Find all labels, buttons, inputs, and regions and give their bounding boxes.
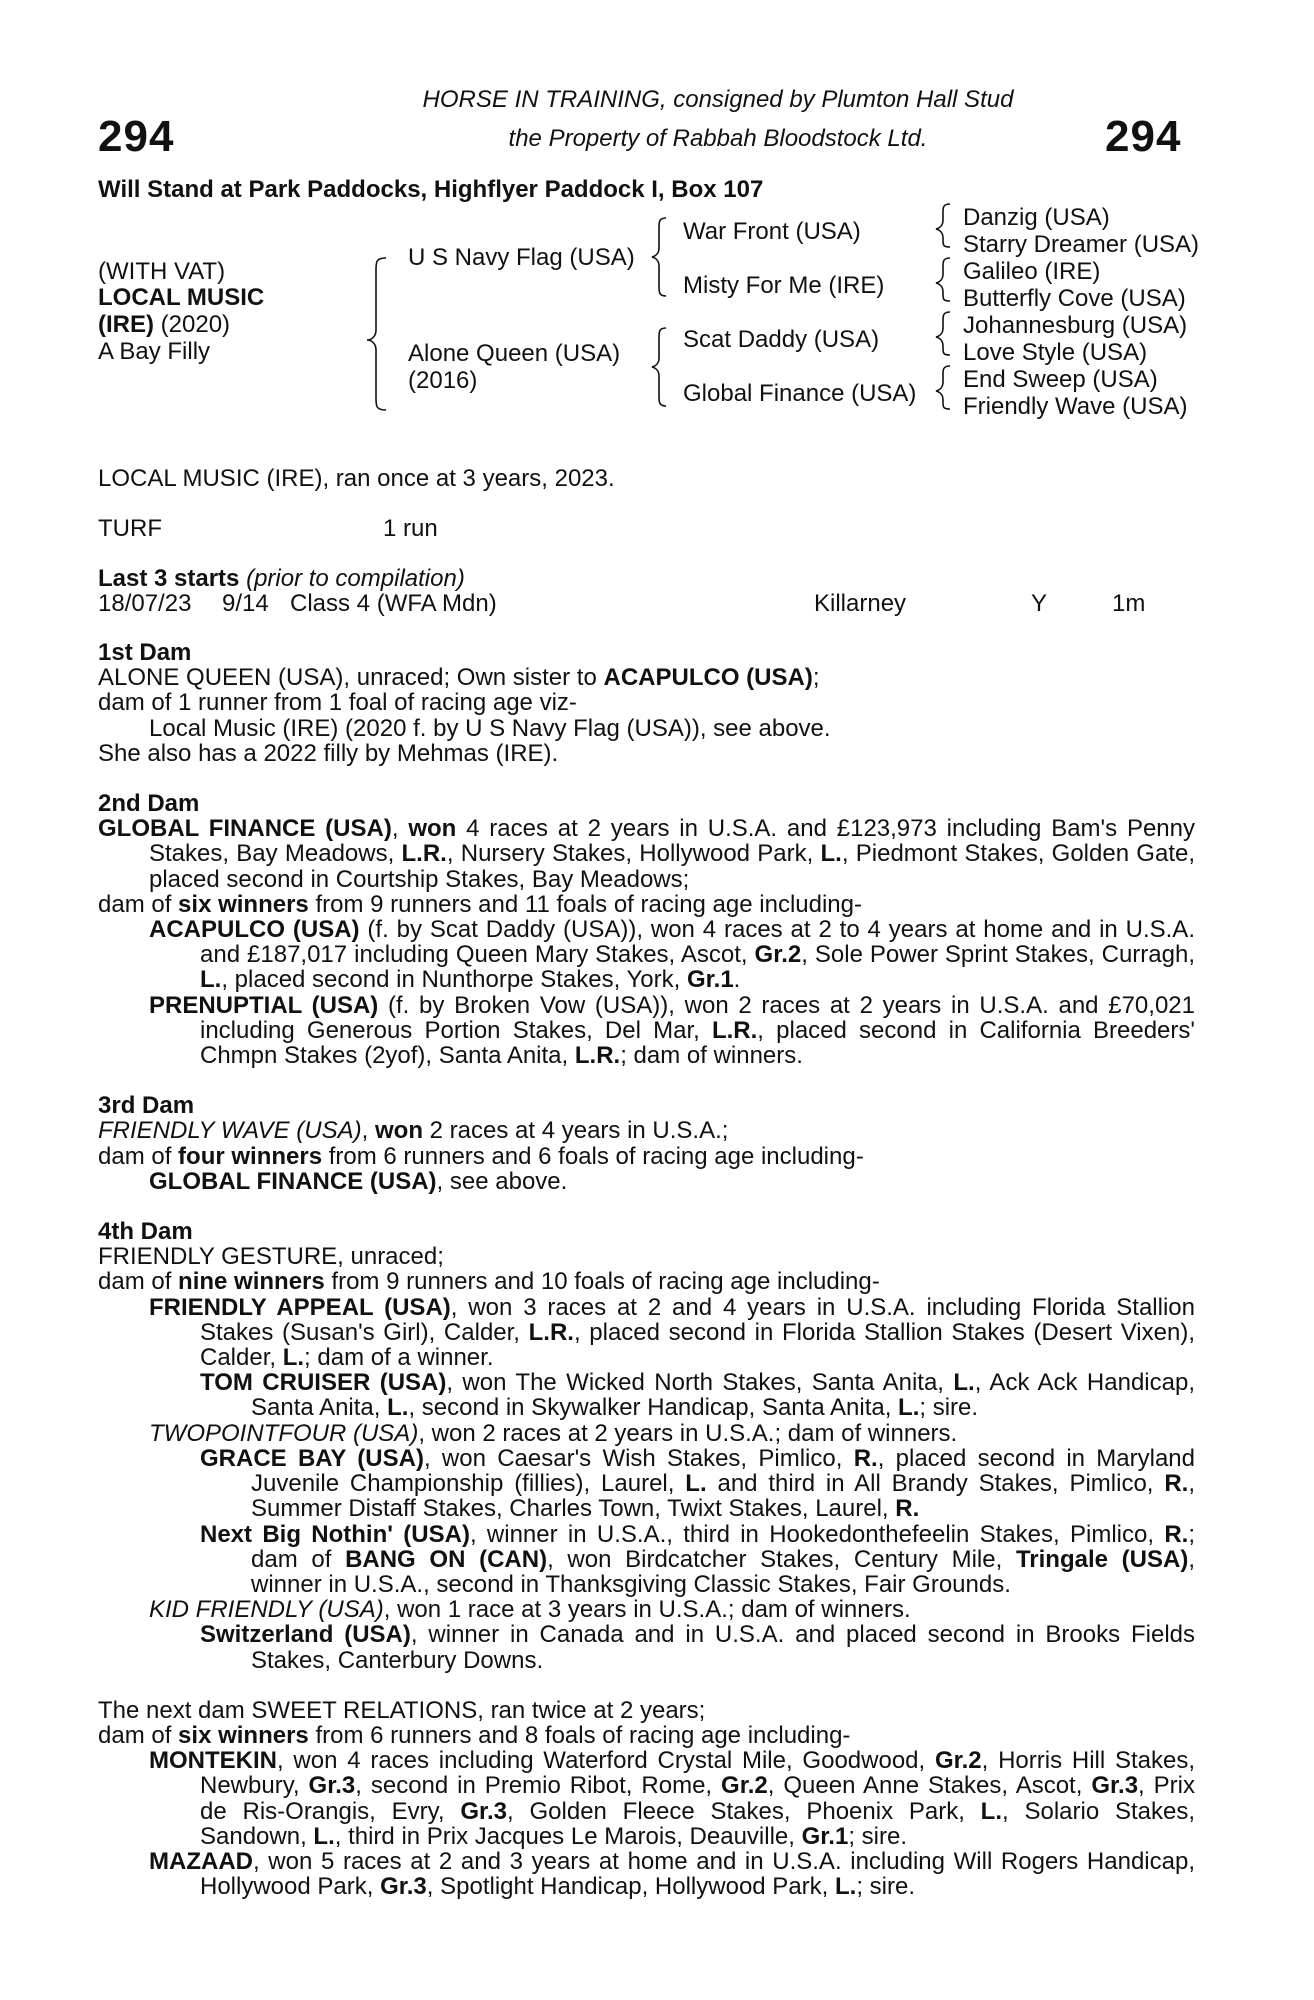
dam4-progeny-twopointfour: TWOPOINTFOUR (USA), won 2 races at 2 years in U.S.A.; dam of winners. bbox=[149, 1419, 958, 1447]
dam3-produce: dam of four winners from 6 runners and 6 foals of racing age including- bbox=[98, 1142, 864, 1170]
dam4-heading: 4th Dam bbox=[98, 1218, 193, 1246]
dam1-heading: 1st Dam bbox=[98, 639, 192, 666]
location-line: Will Stand at Park Paddocks, Highflyer Paddock I, Box 107 bbox=[98, 176, 764, 203]
dam4-progeny-switzerland: Switzerland (USA), winner in Canada and in U.S.A. and placed second in Brooks Fields Stakes, Canterbury Downs. bbox=[200, 1621, 1195, 1674]
pedigree-dam-dam: Global Finance (USA) bbox=[683, 380, 917, 407]
start-distance: 1m bbox=[1112, 590, 1146, 617]
pedigree-dss: Johannesburg (USA) bbox=[963, 312, 1188, 339]
pedigree-ssd: Starry Dreamer (USA) bbox=[963, 231, 1200, 258]
dam4-progeny-tom-cruiser: TOM CRUISER (USA), won The Wicked North Stakes, Santa Anita, L., Ack Ack Handicap, Santa Anita, L., second in Skywalker Handicap, Santa Anita, L.; sire. bbox=[200, 1369, 1195, 1422]
lot-number-right: 294 bbox=[1105, 112, 1182, 161]
dam2-progeny-acapulco: ACAPULCO (USA) (f. by Scat Daddy (USA)), won 4 races at 2 to 4 years at home and in U.S.A. and £187,017 including Queen Mary Stakes, Ascot, Gr.2, Sole Power Sprint Stakes, Curragh, L., placed second in Nunthorpe Stakes, York, Gr.1. bbox=[149, 916, 1195, 994]
surface-label: TURF bbox=[98, 515, 162, 542]
next-dam-produce: dam of six winners from 6 runners and 8 foals of racing age including- bbox=[98, 1721, 851, 1749]
horse-description: A Bay Filly bbox=[98, 338, 211, 365]
dam2-produce: dam of six winners from 9 runners and 11 foals of racing age including- bbox=[98, 890, 862, 918]
pedigree-sss: Danzig (USA) bbox=[963, 204, 1110, 231]
dam2-heading: 2nd Dam bbox=[98, 790, 200, 818]
pedigree-dam-year: (2016) bbox=[408, 367, 478, 394]
start-date: 18/07/23 bbox=[98, 590, 192, 617]
last-starts-note: (prior to compilation) bbox=[239, 565, 465, 592]
consignor-line: HORSE IN TRAINING, consigned by Plumton Hall Stud bbox=[422, 86, 1014, 113]
dam3-record: FRIENDLY WAVE (USA), won 2 races at 4 years in U.S.A.; bbox=[98, 1117, 729, 1145]
horse-year: (2020) bbox=[154, 311, 231, 338]
last-starts-title: Last 3 starts bbox=[98, 565, 240, 592]
vat-note: (WITH VAT) bbox=[98, 258, 226, 285]
dam3-progeny: GLOBAL FINANCE (USA), see above. bbox=[149, 1167, 568, 1195]
horse-name: LOCAL MUSIC bbox=[98, 284, 265, 311]
dam1-line2: dam of 1 runner from 1 foal of racing age viz- bbox=[98, 689, 577, 717]
pedigree-sire-dam: Misty For Me (IRE) bbox=[683, 272, 885, 299]
pedigree-sds: Galileo (IRE) bbox=[963, 258, 1101, 285]
pedigree-dsd: Love Style (USA) bbox=[963, 339, 1148, 366]
dam4-record: FRIENDLY GESTURE, unraced; bbox=[98, 1243, 444, 1271]
pedigree-sire: U S Navy Flag (USA) bbox=[408, 244, 635, 271]
dam3-heading: 3rd Dam bbox=[98, 1092, 195, 1120]
start-race: Class 4 (WFA Mdn) bbox=[290, 590, 497, 617]
start-place: 9/14 bbox=[222, 590, 269, 617]
start-going: Y bbox=[1031, 590, 1048, 617]
pedigree-dam: Alone Queen (USA) bbox=[408, 340, 621, 367]
dam1-line1: ALONE QUEEN (USA), unraced; Own sister to ACAPULCO (USA); bbox=[98, 664, 820, 692]
property-line: the Property of Rabbah Bloodstock Ltd. bbox=[508, 125, 928, 152]
dam4-progeny-grace-bay: GRACE BAY (USA), won Caesar's Wish Stakes, Pimlico, R., placed second in Maryland Juvenile Championship (fillies), Laurel, L. and third in All Brandy Stakes, Pimlico, R., Summer Distaff Stakes, Charles Town, Twixt Stakes, Laurel, R. bbox=[200, 1444, 1196, 1523]
next-dam-record: The next dam SWEET RELATIONS, ran twice at 2 years; bbox=[98, 1696, 706, 1724]
runs-count: 1 run bbox=[383, 515, 438, 542]
pedigree-sdd: Butterfly Cove (USA) bbox=[963, 285, 1186, 312]
last-starts-heading bbox=[98, 565, 465, 593]
dam1-progeny: Local Music (IRE) (2020 f. by U S Navy Flag (USA)), see above. bbox=[149, 714, 831, 742]
pedigree-ddd: Friendly Wave (USA) bbox=[963, 393, 1188, 420]
horse-country: (IRE) bbox=[98, 311, 154, 338]
dam2-record: GLOBAL FINANCE (USA), won 4 races at 2 years in U.S.A. and £123,973 including Bam's Penny Stakes, Bay Meadows, L.R., Nursery Stakes, Hollywood Park, L., Piedmont Stakes, Golden Gate, placed second in Courtship Stakes, Bay Meadows; bbox=[98, 815, 1196, 893]
start-course: Killarney bbox=[814, 590, 907, 617]
dam2-progeny-prenuptial: PRENUPTIAL (USA) (f. by Broken Vow (USA)), won 2 races at 2 years in U.S.A. and £70,021 including Generous Portion Stakes, Del Mar, L.R., placed second in California Breeders' Chmpn Stakes (2yof), Santa Anita, L.R.; dam of winners. bbox=[149, 991, 1195, 1070]
lot-number-left: 294 bbox=[98, 112, 175, 161]
dam4-progeny-friendly-appeal: FRIENDLY APPEAL (USA), won 3 races at 2 and 4 years in U.S.A. including Florida Stallion Stakes (Susan's Girl), Calder, L.R., placed second in Florida Stallion Stakes (Desert Vixen), Calder, L.; dam of a winner. bbox=[149, 1293, 1195, 1372]
pedigree-dds: End Sweep (USA) bbox=[963, 366, 1158, 393]
dam4-progeny-next-big-nothin: Next Big Nothin' (USA), winner in U.S.A., third in Hookedonthefeelin Stakes, Pimlico, R.; dam of BANG ON (CAN), won Birdcatcher Stakes, Century Mile, Tringale (USA), winner in U.S.A., second in Thanksgiving Classic Stakes, Fair Grounds. bbox=[200, 1520, 1195, 1598]
dam-sections bbox=[98, 640, 1195, 1899]
pedigree-dam-sire: Scat Daddy (USA) bbox=[683, 326, 880, 353]
next-dam-progeny-mazaad: MAZAAD, won 5 races at 2 and 3 years at home and in U.S.A. including Will Rogers Handicap, Hollywood Park, Gr.3, Spotlight Handicap, Hollywood Park, L.; sire. bbox=[149, 1847, 1195, 1901]
dam1-line4: She also has a 2022 filly by Mehmas (IRE). bbox=[98, 739, 559, 767]
next-dam-progeny-montekin: MONTEKIN, won 4 races including Waterford Crystal Mile, Goodwood, Gr.2, Horris Hill Stakes, Newbury, Gr.3, second in Premio Ribot, Rome, Gr.2, Queen Anne Stakes, Ascot, Gr.3, Prix de Ris-Orangis, Evry, Gr.3, Golden Fleece Stakes, Phoenix Park, L., Solario Stakes, Sandown, L., third in Prix Jacques Le Marois, Deauville, Gr.1; sire. bbox=[149, 1747, 1195, 1850]
dam4-produce: dam of nine winners from 9 runners and 10 foals of racing age including- bbox=[98, 1268, 880, 1296]
race-summary: LOCAL MUSIC (IRE), ran once at 3 years, 2023. bbox=[98, 465, 615, 492]
pedigree-sire-sire: War Front (USA) bbox=[683, 218, 861, 245]
dam4-progeny-kid-friendly: KID FRIENDLY (USA), won 1 race at 3 years in U.S.A.; dam of winners. bbox=[149, 1596, 911, 1624]
